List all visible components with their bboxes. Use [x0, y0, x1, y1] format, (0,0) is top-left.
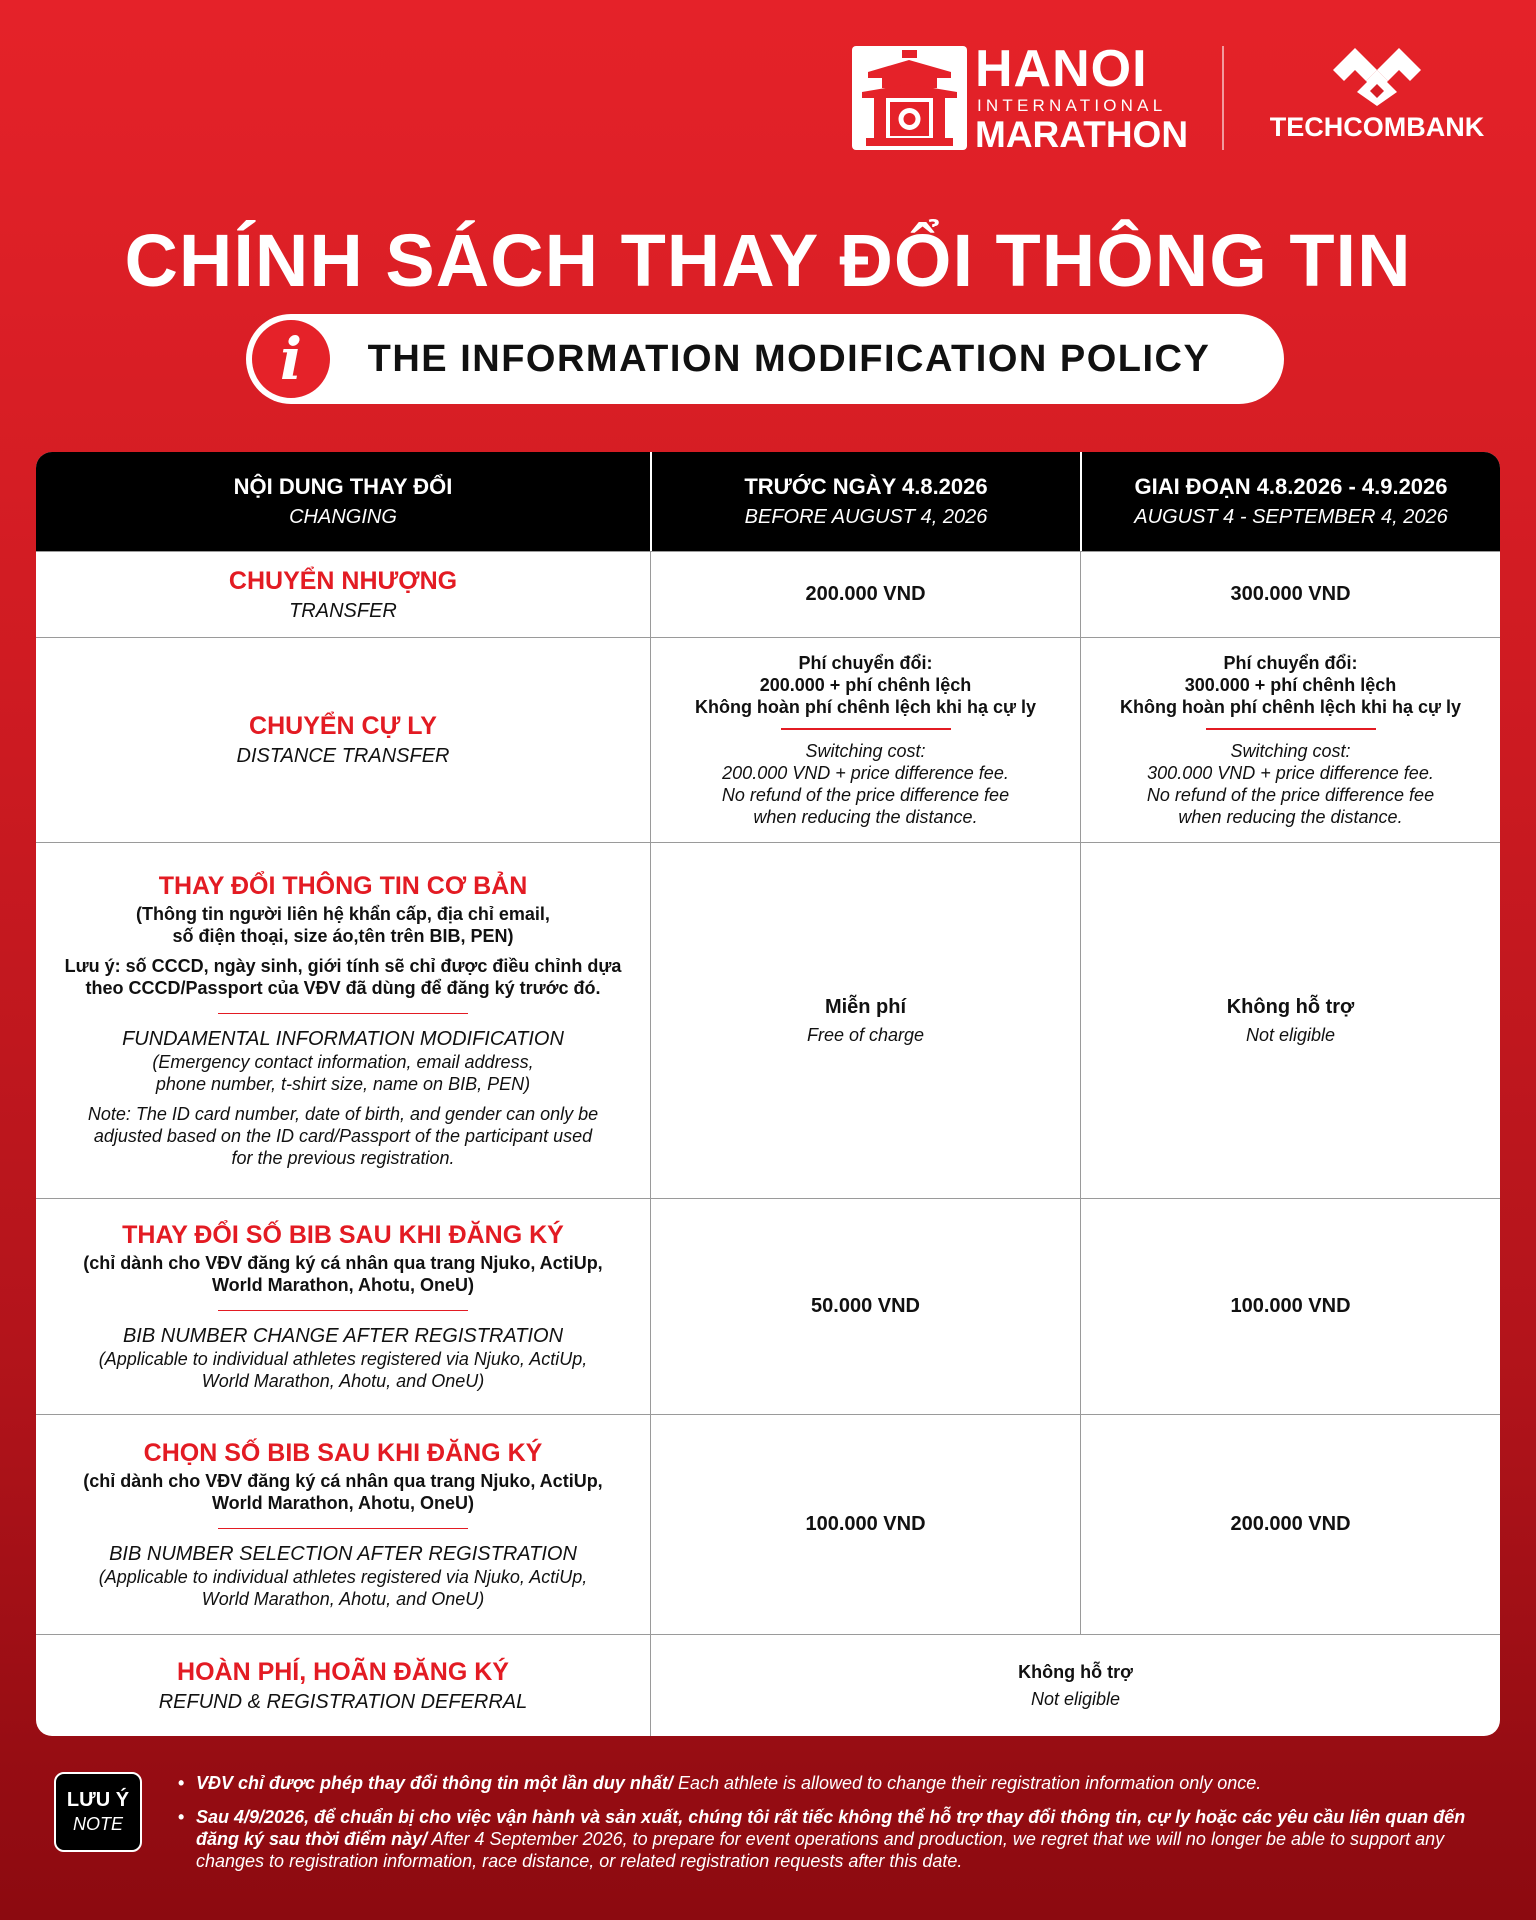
basic-sub1-en: (Emergency contact information, email address,: [152, 1052, 534, 1073]
row-bib-select-before: [650, 1414, 1080, 1634]
policy-table: [36, 452, 1500, 1736]
notes-section: [54, 1772, 1494, 1892]
bib-select-sub1: (chỉ dành cho VĐV đăng ký cá nhân qua trang Njuko, ActiUp,: [83, 1470, 603, 1491]
basic-title-en: FUNDAMENTAL INFORMATION MODIFICATION: [122, 1028, 564, 1051]
bib-select-sub1-en: (Applicable to individual athletes registered via Njuko, ActiUp,: [98, 1567, 588, 1588]
refund-title-en: REFUND & REGISTRATION DEFERRAL: [158, 1690, 528, 1713]
header-changing-vi: NỘI DUNG THAY ĐỔI: [233, 474, 453, 499]
note-item2-en: After 4 September 2026, to prepare for event operations and production, we regret that we will no longer be able to support any changes to registration information, race distance, or related registration requests after this date.: [196, 1829, 1445, 1871]
techcombank-wordmark: TECHCOMBANK: [1269, 112, 1485, 142]
pagoda-icon: [852, 46, 967, 150]
techcombank-diamond-icon: [1331, 48, 1423, 106]
basic-before-value-en: Free of charge: [806, 1024, 925, 1045]
note-item1-en: Each athlete is allowed to change their registration information only once.: [672, 1773, 1262, 1793]
basic-sub2: số điện thoại, size áo,tên trên BIB, PEN): [172, 925, 514, 946]
note-item: [178, 1806, 1494, 1872]
distance-during-divider: [1206, 728, 1376, 730]
bib-change-during-value: 100.000 VND: [1230, 1295, 1351, 1317]
basic-during-value: Không hỗ trợ: [1226, 995, 1355, 1018]
distance-during-vi1: Phí chuyển đổi:: [1223, 653, 1358, 674]
distance-before-en2: 200.000 VND + price difference fee.: [722, 762, 1009, 783]
bib-select-before-value: 100.000 VND: [805, 1513, 926, 1535]
note-item2-vi: Sau 4/9/2026, để chuẩn bị cho việc vận hành và sản xuất, chúng tôi rất tiếc không thể hỗ trợ thay đổi thông tin, cự ly hoặc các yêu cầu liên quan đến đăng ký sau thời điểm này/: [196, 1807, 1466, 1849]
distance-during-en4: when reducing the distance.: [1178, 806, 1403, 827]
refund-value-en: Not eligible: [1030, 1688, 1121, 1709]
distance-during-en2: 300.000 VND + price difference fee.: [1147, 762, 1434, 783]
refund-title: HOÀN PHÍ, HOÃN ĐĂNG KÝ: [177, 1657, 509, 1686]
row-distance-during: [1080, 637, 1500, 842]
hanoi-logo-line3: MARATHON: [975, 114, 1189, 155]
bib-select-title-en: BIB NUMBER SELECTION AFTER REGISTRATION: [109, 1543, 577, 1566]
distance-during-en3: No refund of the price difference fee: [1146, 784, 1435, 805]
row-bib-change-label: [36, 1198, 650, 1414]
header-changing-en: CHANGING: [289, 506, 397, 528]
basic-sub1: (Thông tin người liên hệ khẩn cấp, địa chỉ email,: [136, 903, 550, 924]
distance-title: CHUYỂN CỰ LY: [249, 712, 437, 740]
page-title: CHÍNH SÁCH THAY ĐỔI THÔNG TIN: [124, 219, 1412, 302]
header-during-vi: GIAI ĐOẠN 4.8.2026 - 4.9.2026: [1134, 474, 1448, 499]
bib-change-before-value: 50.000 VND: [811, 1295, 920, 1317]
row-bib-change-before: [650, 1198, 1080, 1414]
refund-value: Không hỗ trợ: [1018, 1661, 1133, 1682]
note-badge: [54, 1772, 142, 1852]
hanoi-marathon-logo: [852, 40, 1189, 155]
header-before: [650, 452, 1080, 551]
note-item: [178, 1772, 1494, 1794]
hanoi-logo-line1: HANOI: [975, 40, 1148, 98]
row-distance-label: [36, 637, 650, 842]
distance-before-vi1: Phí chuyển đổi:: [798, 653, 933, 674]
hanoi-logo-line2: INTERNATIONAL: [977, 96, 1167, 115]
row-distance-before: [650, 637, 1080, 842]
row-refund-value: [650, 1634, 1500, 1736]
info-icon: i: [248, 316, 334, 402]
bib-select-during-value: 200.000 VND: [1230, 1513, 1351, 1535]
bib-select-divider: [218, 1528, 468, 1530]
distance-before-divider: [781, 728, 951, 730]
bib-select-sub2-en: World Marathon, Ahotu, and OneU): [201, 1589, 485, 1610]
bib-change-divider: [218, 1310, 468, 1312]
transfer-title: CHUYỂN NHƯỢNG: [228, 566, 458, 595]
header-before-vi: TRƯỚC NGÀY 4.8.2026: [744, 474, 988, 499]
row-basic-during: [1080, 842, 1500, 1198]
transfer-during-value: 300.000 VND: [1230, 583, 1351, 605]
basic-note2: theo CCCD/Passport của VĐV đã dùng để đăng ký trước đó.: [85, 977, 601, 998]
basic-sub2-en: phone number, t-shirt size, name on BIB, PEN): [155, 1074, 531, 1095]
basic-note2-en: adjusted based on the ID card/Passport of the participant used: [93, 1126, 593, 1147]
distance-before-vi3: Không hoàn phí chênh lệch khi hạ cự ly: [694, 697, 1037, 718]
bib-change-sub2-en: World Marathon, Ahotu, and OneU): [201, 1371, 485, 1392]
distance-during-vi2: 300.000 + phí chênh lệch: [1184, 675, 1397, 696]
distance-before-en4: when reducing the distance.: [753, 806, 978, 827]
basic-before-value: Miễn phí: [824, 995, 907, 1018]
transfer-title-en: TRANSFER: [289, 599, 397, 622]
techcombank-logo: [1262, 46, 1492, 150]
header-logos: [852, 40, 1492, 155]
row-bib-change-during: [1080, 1198, 1500, 1414]
bib-change-sub2: World Marathon, Ahotu, OneU): [212, 1274, 474, 1295]
row-bib-select-label: [36, 1414, 650, 1634]
header-during-en: AUGUST 4 - SEPTEMBER 4, 2026: [1134, 506, 1448, 528]
distance-title-en: DISTANCE TRANSFER: [236, 745, 450, 767]
basic-note3-en: for the previous registration.: [231, 1148, 455, 1169]
row-refund-label: [36, 1634, 650, 1736]
note-badge-en: NOTE: [72, 1814, 123, 1834]
header-during: [1080, 452, 1500, 551]
distance-before-en1: Switching cost:: [805, 740, 926, 761]
bib-select-title: CHỌN SỐ BIB SAU KHI ĐĂNG KÝ: [143, 1438, 543, 1467]
page-subtitle: THE INFORMATION MODIFICATION POLICY: [367, 337, 1211, 380]
distance-before-en3: No refund of the price difference fee: [721, 784, 1010, 805]
row-basic-label: [36, 842, 650, 1198]
bib-change-title: THAY ĐỔI SỐ BIB SAU KHI ĐĂNG KÝ: [122, 1220, 564, 1249]
basic-title: THAY ĐỔI THÔNG TIN CƠ BẢN: [158, 871, 528, 900]
row-transfer-label: [36, 551, 650, 637]
row-transfer-before: [650, 551, 1080, 637]
basic-note1-en: Note: The ID card number, date of birth, and gender can only be: [87, 1104, 599, 1125]
distance-during-en1: Switching cost:: [1230, 740, 1351, 761]
note-item1-vi: VĐV chỉ được phép thay đổi thông tin một lần duy nhất/: [196, 1773, 673, 1793]
distance-during-vi3: Không hoàn phí chênh lệch khi hạ cự ly: [1119, 697, 1462, 718]
header-before-en: BEFORE AUGUST 4, 2026: [744, 506, 988, 528]
transfer-before-value: 200.000 VND: [805, 583, 926, 605]
bib-change-sub1: (chỉ dành cho VĐV đăng ký cá nhân qua trang Njuko, ActiUp,: [83, 1252, 603, 1273]
basic-note1: Lưu ý: số CCCD, ngày sinh, giới tính sẽ chỉ được điều chỉnh dựa: [64, 955, 622, 976]
header-changing: [36, 452, 650, 551]
distance-before-vi2: 200.000 + phí chênh lệch: [759, 675, 972, 696]
note-badge-vi: LƯU Ý: [66, 1789, 130, 1811]
logo-divider: [1222, 46, 1224, 150]
basic-during-value-en: Not eligible: [1245, 1024, 1336, 1045]
subtitle-pill: [246, 314, 1284, 404]
bib-change-sub1-en: (Applicable to individual athletes registered via Njuko, ActiUp,: [98, 1349, 588, 1370]
bib-change-title-en: BIB NUMBER CHANGE AFTER REGISTRATION: [122, 1325, 564, 1348]
basic-divider: [218, 1013, 468, 1015]
row-basic-before: [650, 842, 1080, 1198]
note-list: [178, 1772, 1494, 1884]
row-transfer-during: [1080, 551, 1500, 637]
row-bib-select-during: [1080, 1414, 1500, 1634]
bib-select-sub2: World Marathon, Ahotu, OneU): [212, 1492, 474, 1513]
